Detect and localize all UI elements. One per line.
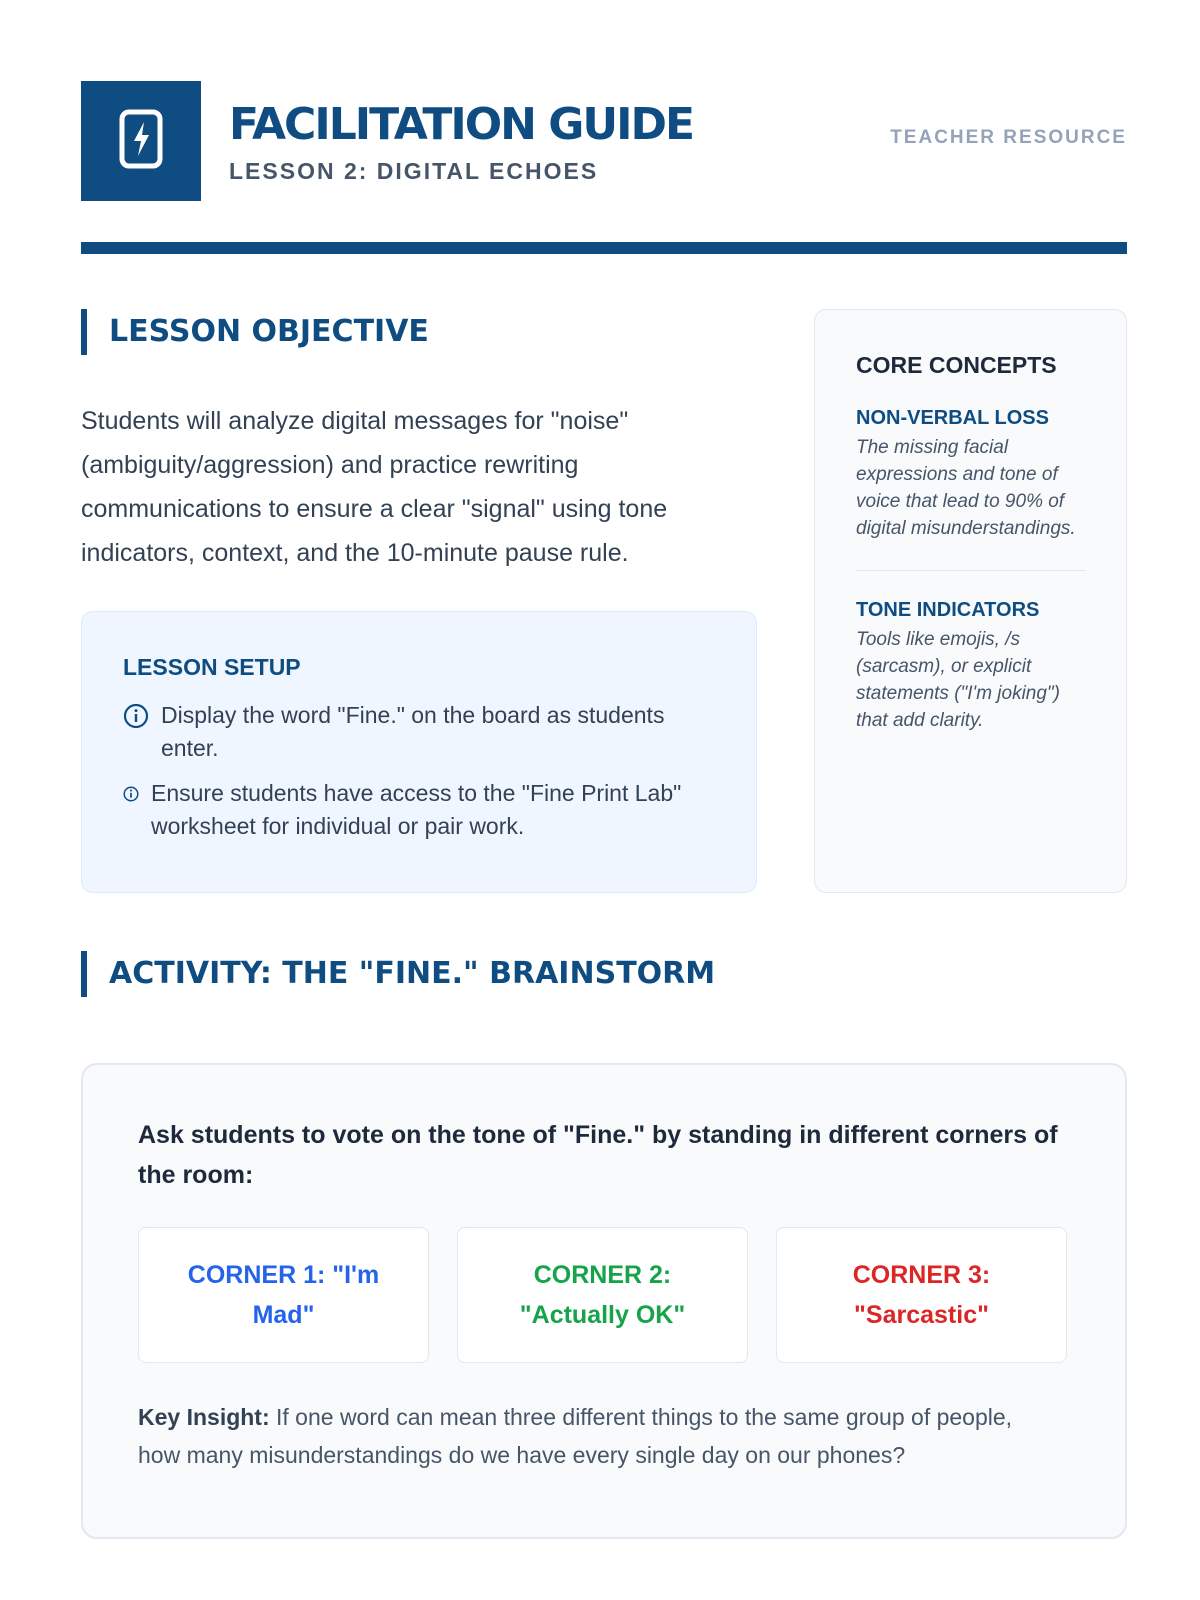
resource-label: TEACHER RESOURCE [890, 127, 1127, 148]
info-icon [123, 699, 149, 732]
setup-item [123, 777, 716, 843]
concept-item [856, 407, 1086, 542]
page-title: FACILITATION GUIDE [229, 99, 694, 150]
corner-1-card: CORNER 1: "I'm Mad" [138, 1227, 429, 1363]
key-insight-text: If one word can mean three different things to the same group of people, how many misunderstandings do we have every single day on our phones? [138, 1404, 1013, 1468]
setup-item-text: Ensure students have access to the "Fine Print Lab" worksheet for individual or pair work. [151, 780, 682, 839]
objective-text: Students will analyze digital messages for "noise" (ambiguity/aggression) and practice rewriting communications to ensure a clear "signal" using tone indicators, context, and the 10-minute pause rule. [81, 407, 668, 567]
concept-name: TONE INDICATORS [856, 599, 1040, 621]
concept-description: Tools like emojis, /s (sarcasm), or explicit statements ("I'm joking") that add clarity. [856, 629, 1061, 731]
logo [81, 81, 201, 201]
page-subtitle: LESSON 2: DIGITAL ECHOES [229, 158, 599, 184]
info-icon [123, 777, 139, 810]
setup-title: LESSON SETUP [123, 654, 301, 680]
corner-options [138, 1227, 1067, 1363]
facilitation-guide-page [81, 81, 1127, 1468]
key-insight [138, 1398, 1058, 1474]
objective-heading: LESSON OBJECTIVE [81, 309, 429, 355]
setup-item [123, 699, 716, 765]
concept-divider [856, 570, 1086, 571]
activity-box [81, 1063, 1127, 1539]
concept-name: NON-VERBAL LOSS [856, 407, 1049, 429]
header-divider [81, 242, 1127, 254]
setup-item-text: Display the word "Fine." on the board as students enter. [161, 702, 665, 761]
key-insight-label: Key Insight: [138, 1404, 270, 1430]
lesson-setup-box [81, 611, 757, 893]
concepts-title: CORE CONCEPTS [856, 352, 1057, 378]
concept-description: The missing facial expressions and tone of voice that lead to 90% of digital misunderstandings. [856, 437, 1076, 539]
corner-3-card: CORNER 3: "Sarcastic" [776, 1227, 1067, 1363]
activity-prompt: Ask students to vote on the tone of "Fine." by standing in different corners of the room: [138, 1121, 1058, 1189]
header [81, 81, 1127, 201]
activity-heading: ACTIVITY: THE "FINE." BRAINSTORM [81, 951, 715, 997]
concept-item [856, 599, 1086, 734]
core-concepts-panel [814, 309, 1127, 893]
phone-bolt-icon [118, 108, 164, 175]
corner-2-card: CORNER 2: "Actually OK" [457, 1227, 748, 1363]
